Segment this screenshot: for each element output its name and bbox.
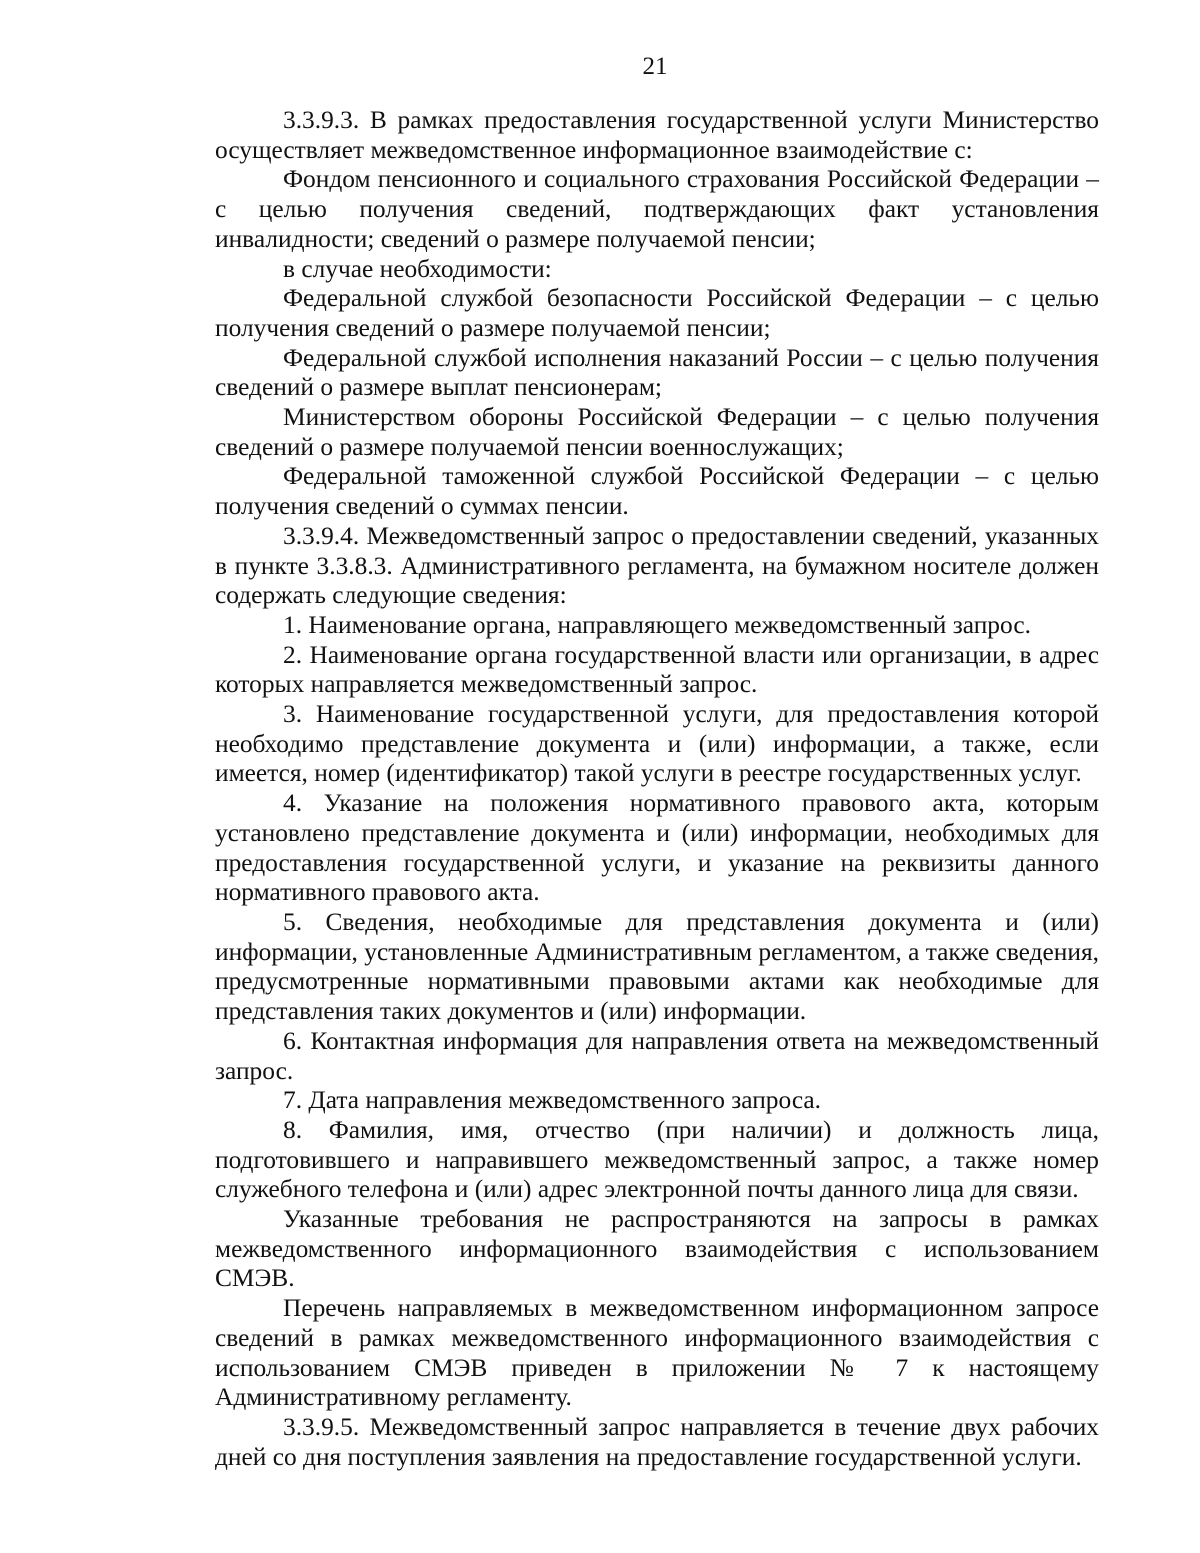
list-item-8: 8. Фамилия, имя, отчество (при наличии) и должность лица, подготовившего и направившего межведомственный запрос, а также номер служебного телефона и (или) адрес электронной почты данного лица для связи. [215,1115,1099,1204]
paragraph-ministry-defense: Министерством обороны Российской Федерации – с целью получения сведений о размере получаемой пенсии военнослужащих; [215,403,1099,461]
paragraph-customs: Федеральной таможенной службой Российской Федерации – с целью получения сведений о суммах пенсии. [215,462,1099,521]
list-item-2: 2. Наименование органа государственной власти или организации, в адрес которых направляется межведомственный запрос. [215,640,1099,699]
list-item-4: 4. Указание на положения нормативного правового акта, которым установлено представление документа и (или) информации, необходимых для предоставления государственной услуги, и указание на реквизиты данного нормативного правового акта. [215,789,1099,907]
list-item-3: 3. Наименование государственной услуги, для предоставления которой необходимо представление документа и (или) информации, а также, если имеется, номер (идентификатор) такой услуги в реестре государственных услуг. [215,700,1099,788]
paragraph-pension-fund: Фондом пенсионного и социального страхования Российской Федерации – с целью получения сведений, подтверждающих факт установления инвалидности; сведений о размере получаемой пенсии; [215,165,1099,253]
list-item-7: 7. Дата направления межведомственного запроса. [283,1086,822,1115]
paragraph-3-3-9-3: 3.3.9.3. В рамках предоставления государственной услуги Министерство осуществляет межведомственное информационное взаимодействие с: [215,106,1099,164]
paragraph-if-necessary: в случае необходимости: [283,254,552,283]
document-body [215,106,1099,1472]
paragraph-fsb: Федеральной службой безопасности Российской Федерации – с целью получения сведений о размере получаемой пенсии; [215,284,1099,342]
paragraph-fsin: Федеральной службой исполнения наказаний России – с целью получения сведений о размере выплат пенсионерам; [215,343,1099,402]
paragraph-3-3-9-5: 3.3.9.5. Межведомственный запрос направляется в течение двух рабочих дней со дня поступления заявления на предоставление государственной услуги. [215,1412,1099,1471]
page-number: 21 [642,53,668,80]
list-item-5: 5. Сведения, необходимые для представления документа и (или) информации, установленные Административным регламентом, а также сведения, предусмотренные нормативными правовыми актами как необходимые для представления таких документов и (или) информации. [215,907,1100,1026]
paragraph-3-3-9-4: 3.3.9.4. Межведомственный запрос о предоставлении сведений, указанных в пункте 3.3.8.3. Административного регламента, на бумажном носителе должен содержать следующие сведения: [215,521,1099,610]
list-item-1: 1. Наименование органа, направляющего межведомственный запрос. [283,610,1031,639]
paragraph-list-of-data: Перечень направляемых в межведомственном информационном запросе сведений в рамках межведомственного информационного взаимодействия с использованием СМЭВ приведен в приложении № 7 к настоящему Административному регламенту. [215,1294,1099,1412]
list-item-6: 6. Контактная информация для направления ответа на межведомственный запрос. [215,1026,1099,1085]
paragraph-requirements-not-apply: Указанные требования не распространяются на запросы в рамках межведомственного информационного взаимодействия с использованием СМЭВ. [215,1205,1099,1293]
